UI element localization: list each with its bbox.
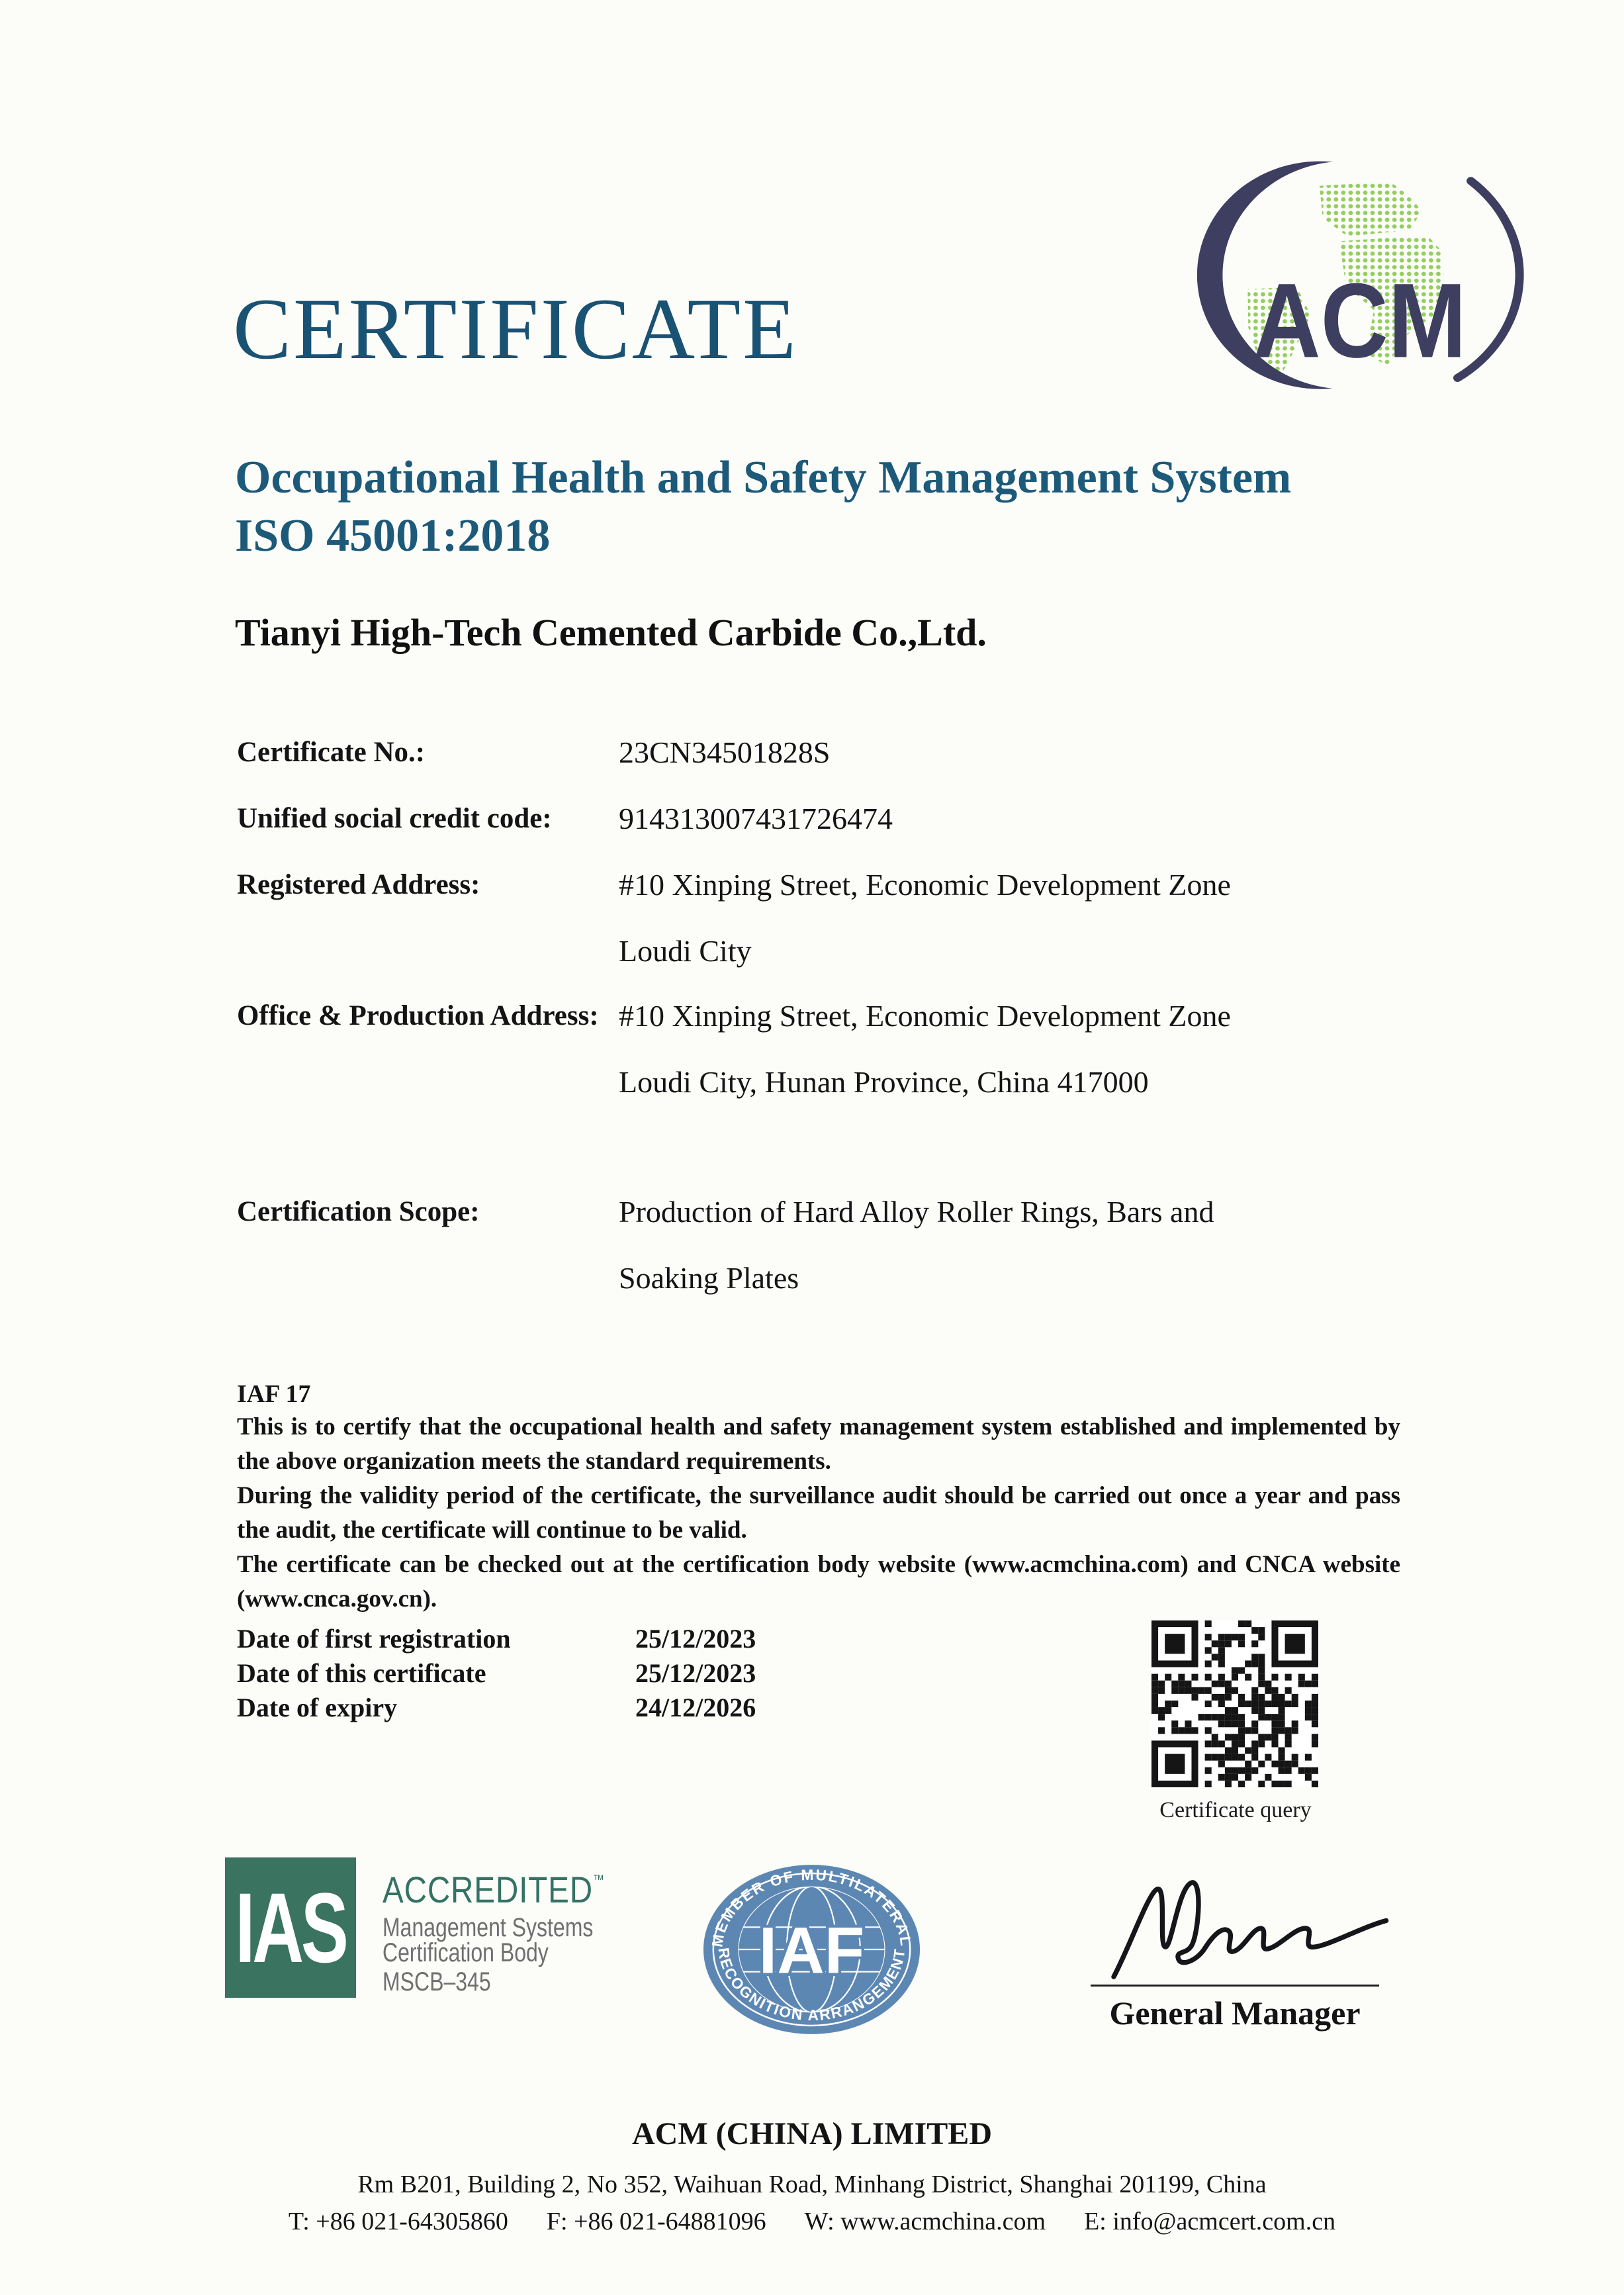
certificate-title: CERTIFICATE xyxy=(233,280,798,377)
contact-phone: T: +86 021-64305860 xyxy=(288,2208,508,2235)
ias-line-management-systems: Management Systems xyxy=(383,1913,594,1942)
iaf-bottom-text: RECOGNITION ARRANGEMENT xyxy=(715,1946,909,2024)
detail-label: Unified social credit code: xyxy=(237,803,552,834)
accredited-label xyxy=(383,1868,605,1911)
ias-line-mscb: MSCB–345 xyxy=(383,1967,491,1996)
date-value: 24/12/2026 xyxy=(635,1693,756,1722)
signature xyxy=(1095,1852,1393,1985)
detail-value-line2: Soaking Plates xyxy=(619,1261,799,1295)
date-label: Date of expiry xyxy=(237,1693,398,1722)
scheme-line-1: Occupational Health and Safety Management System xyxy=(235,452,1292,503)
detail-label: Office & Production Address: xyxy=(237,1000,599,1031)
scheme-title xyxy=(235,449,1291,565)
detail-value: #10 Xinping Street, Economic Development Zone xyxy=(619,868,1231,902)
iaf-top-text: MEMBER OF MULTILATERAL xyxy=(708,1865,915,1949)
accredited-text: ACCREDITED xyxy=(383,1869,593,1910)
iaf-code: IAF 17 xyxy=(237,1380,311,1408)
contact-website: W: www.acmchina.com xyxy=(804,2208,1046,2235)
statement-paragraph: The certificate can be checked out at the certification body website (www.acmchina.com) and CNCA website (www.cnca.gov.cn). xyxy=(237,1551,1400,1613)
qr-code xyxy=(1151,1620,1318,1787)
footer-contacts xyxy=(0,2207,1624,2236)
footer-address: Rm B201, Building 2, No 352, Waihuan Road, Minhang District, Shanghai 201199, China xyxy=(357,2171,1267,2198)
globe-right-arc xyxy=(1458,181,1520,378)
acm-logo-text: ACM xyxy=(1253,261,1466,381)
detail-label: Certificate No.: xyxy=(237,737,426,768)
company-name: Tianyi High-Tech Cemented Carbide Co.,Ltd. xyxy=(235,611,987,654)
iaf-abbr: IAF xyxy=(758,1914,865,1988)
signer-title: General Manager xyxy=(1109,1994,1361,2032)
ias-line-certification-body: Certification Body xyxy=(383,1938,549,1967)
contact-fax: F: +86 021-64881096 xyxy=(546,2208,766,2235)
date-label: Date of first registration xyxy=(237,1624,511,1654)
detail-value: Production of Hard Alloy Roller Rings, Bars and xyxy=(619,1195,1214,1229)
detail-value-line2: Loudi City xyxy=(619,934,752,968)
detail-value: #10 Xinping Street, Economic Development Zone xyxy=(619,999,1231,1033)
date-label: Date of this certificate xyxy=(237,1658,486,1688)
detail-label: Certification Scope: xyxy=(237,1196,480,1227)
signature-stroke xyxy=(1114,1883,1386,1977)
qr-code-image xyxy=(1151,1620,1318,1787)
qr-caption: Certificate query xyxy=(1159,1798,1312,1822)
date-value: 25/12/2023 xyxy=(635,1624,756,1654)
detail-value: 914313007431726474 xyxy=(619,802,893,835)
statement-section xyxy=(237,1378,1400,1616)
detail-value: 23CN34501828S xyxy=(619,735,831,769)
contact-email: E: info@acmcert.com.cn xyxy=(1084,2208,1336,2235)
tm-mark: ™ xyxy=(592,1873,605,1887)
detail-label: Registered Address: xyxy=(237,869,480,900)
acm-globe-logo xyxy=(1187,149,1539,395)
detail-value-line2: Loudi City, Hunan Province, China 417000 xyxy=(619,1065,1149,1099)
ias-abbr: IAS xyxy=(235,1871,346,1983)
statement-paragraph: During the validity period of the certificate, the surveillance audit should be carried out once a year and pass the audit, the certificate will continue to be valid. xyxy=(237,1482,1400,1544)
ias-badge xyxy=(225,1857,356,1998)
iaf-logo xyxy=(700,1861,923,2037)
statement-paragraph: This is to certify that the occupational health and safety management system established and implemented by the above organization meets the standard requirements. xyxy=(237,1413,1400,1475)
signature-line xyxy=(1091,1985,1379,1987)
footer-company: ACM (CHINA) LIMITED xyxy=(632,2116,992,2151)
iso-standard: ISO 45001:2018 xyxy=(235,510,551,561)
date-value: 25/12/2023 xyxy=(635,1658,756,1688)
